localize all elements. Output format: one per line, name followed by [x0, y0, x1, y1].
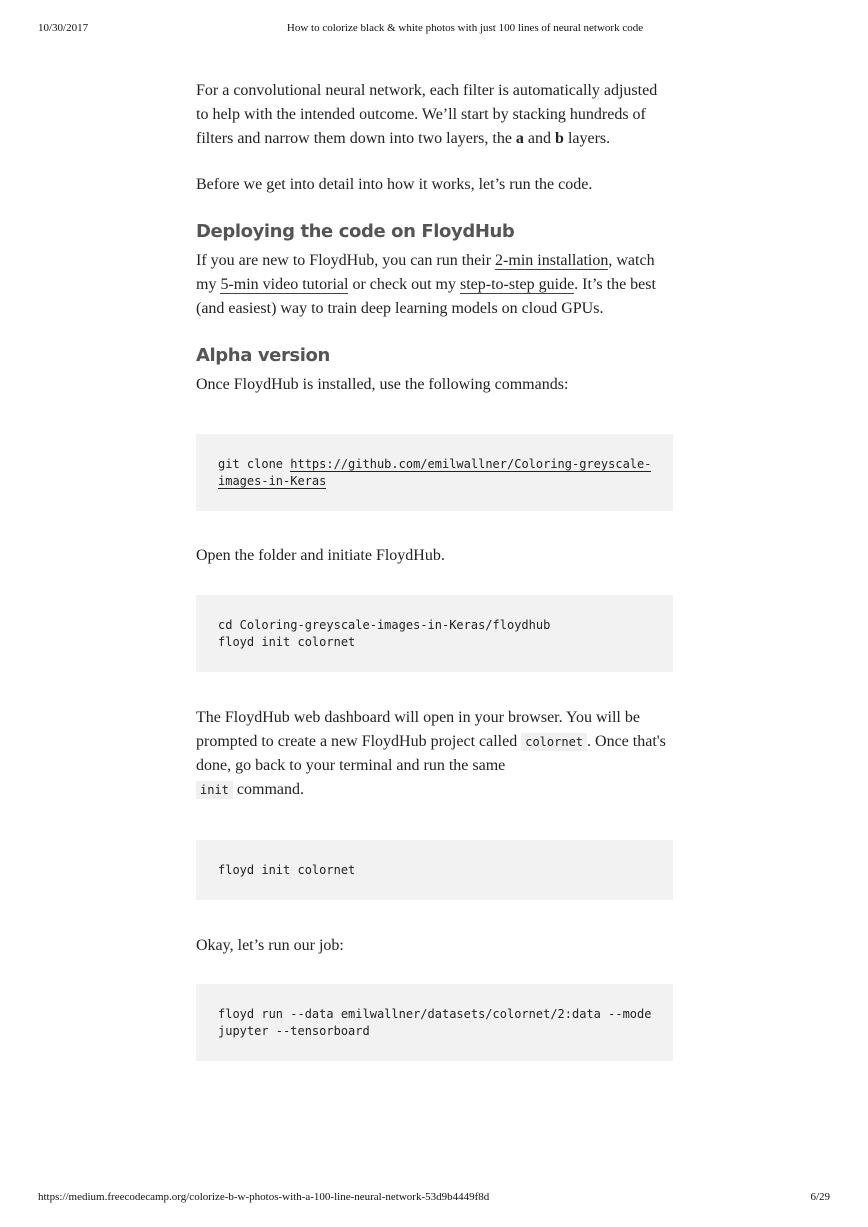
link-2-min-installation[interactable]: 2-min installation — [495, 252, 609, 269]
paragraph-open-folder: Open the folder and initiate FloydHub. — [196, 547, 445, 564]
code-text: git clone — [218, 456, 291, 471]
code-line: floyd init colornet — [218, 862, 356, 877]
heading-deploying-floydhub: Deploying the code on FloydHub — [196, 221, 515, 242]
code-line: floyd run --data emilwallner/datasets/colornet/2:data --mode — [218, 1006, 652, 1021]
paragraph-text: layers. — [563, 130, 611, 147]
code-line: jupyter --tensorboard — [218, 1023, 370, 1038]
print-url: https://medium.freecodecamp.org/colorize-b-w-photos-with-a-100-line-neural-network-53d9b4449f8d — [38, 1191, 490, 1203]
code-line — [218, 473, 651, 490]
print-page-title: How to colorize black & white photos with just 100 lines of neural network code — [286, 22, 644, 34]
code-block-cd-init — [196, 595, 673, 672]
paragraph-floydhub-intro — [196, 249, 673, 321]
paragraph-text: or check out my — [348, 276, 460, 293]
print-page-number: 6/29 — [810, 1191, 830, 1203]
paragraph-run-job: Okay, let’s run our job: — [196, 937, 344, 954]
paragraph-text: command. — [232, 781, 304, 798]
paragraph-text: . Once that's done, go back to your terminal and run the same — [196, 733, 666, 774]
code-block-git-clone — [196, 434, 673, 511]
code-line: cd Coloring-greyscale-images-in-Keras/floydhub — [218, 617, 551, 632]
inline-code-colornet: colornet — [521, 733, 587, 751]
code-block-floyd-init — [196, 840, 673, 900]
paragraph-cnn-filters — [196, 79, 673, 151]
paragraph-text: , watch my — [196, 252, 655, 293]
paragraph-text: . It’s the best (and easiest) way to train deep learning models on cloud GPUs. — [196, 276, 656, 317]
link-5-min-video-tutorial[interactable]: 5-min video tutorial — [220, 276, 349, 293]
code-line: floyd init colornet — [218, 634, 356, 649]
bold-b: b — [555, 130, 564, 147]
paragraph-text: The FloydHub web dashboard will open in your browser. You will be prompted to create a new FloydHub project called — [196, 709, 640, 750]
paragraph-once-installed: Once FloydHub is installed, use the following commands: — [196, 376, 569, 393]
heading-alpha-version: Alpha version — [196, 345, 330, 366]
link-github-repo[interactable]: https://github.com/emilwallner/Coloring-greyscale- — [290, 456, 652, 471]
inline-code-init: init — [196, 781, 233, 799]
code-line — [218, 456, 651, 473]
link-github-repo-continued[interactable]: images-in-Keras — [218, 473, 327, 488]
paragraph-text: and — [523, 130, 556, 147]
print-date: 10/30/2017 — [38, 22, 89, 34]
paragraph-dashboard — [196, 706, 673, 802]
paragraph-run-code: Before we get into detail into how it works, let’s run the code. — [196, 176, 593, 193]
code-block-floyd-run — [196, 984, 673, 1061]
article-body — [196, 79, 673, 1061]
paragraph-text: If you are new to FloydHub, you can run their — [196, 252, 496, 269]
paragraph-text: For a convolutional neural network, each filter is automatically adjusted to help with the intended outcome. We’ll start by stacking hundreds of filters and narrow them down into two layers, the — [196, 82, 658, 147]
bold-a: a — [515, 130, 524, 147]
link-step-to-step-guide[interactable]: step-to-step guide — [459, 276, 575, 293]
